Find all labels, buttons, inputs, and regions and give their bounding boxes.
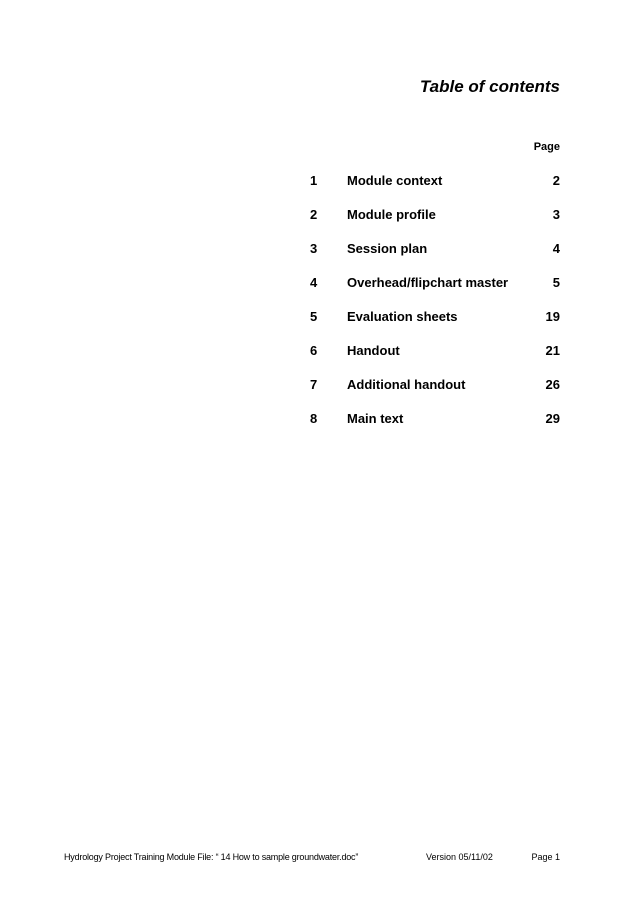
toc-entry-title: Evaluation sheets [347, 309, 458, 324]
toc-entry-title: Additional handout [347, 377, 466, 392]
toc-entry-title: Session plan [347, 241, 428, 256]
toc-entry-number: 7 [310, 377, 318, 392]
toc-entry-title: Module profile [347, 207, 436, 222]
toc-entry-page: 21 [545, 343, 560, 358]
toc-entry-title: Main text [347, 411, 404, 426]
toc-entry-page: 3 [552, 207, 560, 222]
toc-entry-title: Overhead/flipchart master [347, 275, 509, 290]
table-of-contents [0, 170, 638, 442]
toc-entry-main-text[interactable] [0, 408, 638, 442]
toc-entry-number: 5 [310, 309, 318, 324]
toc-entry-module-profile[interactable] [0, 204, 638, 238]
toc-entry-number: 3 [310, 241, 318, 256]
footer-file-info: Hydrology Project Training Module File: “ 14 How to sample groundwater.doc” [64, 852, 359, 862]
toc-entry-page: 29 [545, 411, 560, 426]
toc-entry-additional-handout[interactable] [0, 374, 638, 408]
page-footer [64, 852, 560, 866]
toc-entry-session-plan[interactable] [0, 238, 638, 272]
footer-page-number: Page 1 [531, 852, 560, 862]
page-column-header: Page [533, 141, 560, 153]
page-title: Table of contents [419, 77, 560, 96]
toc-entry-number: 2 [310, 207, 318, 222]
toc-entry-page: 2 [552, 173, 560, 188]
toc-entry-evaluation-sheets[interactable] [0, 306, 638, 340]
toc-entry-page: 4 [552, 241, 560, 256]
toc-entry-page: 5 [552, 275, 560, 290]
toc-entry-title: Handout [347, 343, 400, 358]
toc-entry-number: 1 [310, 173, 318, 188]
toc-entry-number: 4 [310, 275, 318, 290]
toc-entry-module-context[interactable] [0, 170, 638, 204]
toc-entry-overhead-flipchart-master[interactable] [0, 272, 638, 306]
toc-entry-title: Module context [347, 173, 443, 188]
toc-entry-number: 8 [310, 411, 318, 426]
footer-version: Version 05/11/02 [426, 852, 493, 862]
toc-entry-number: 6 [310, 343, 318, 358]
toc-entry-page: 26 [545, 377, 560, 392]
toc-entry-handout[interactable] [0, 340, 638, 374]
toc-entry-page: 19 [545, 309, 560, 324]
